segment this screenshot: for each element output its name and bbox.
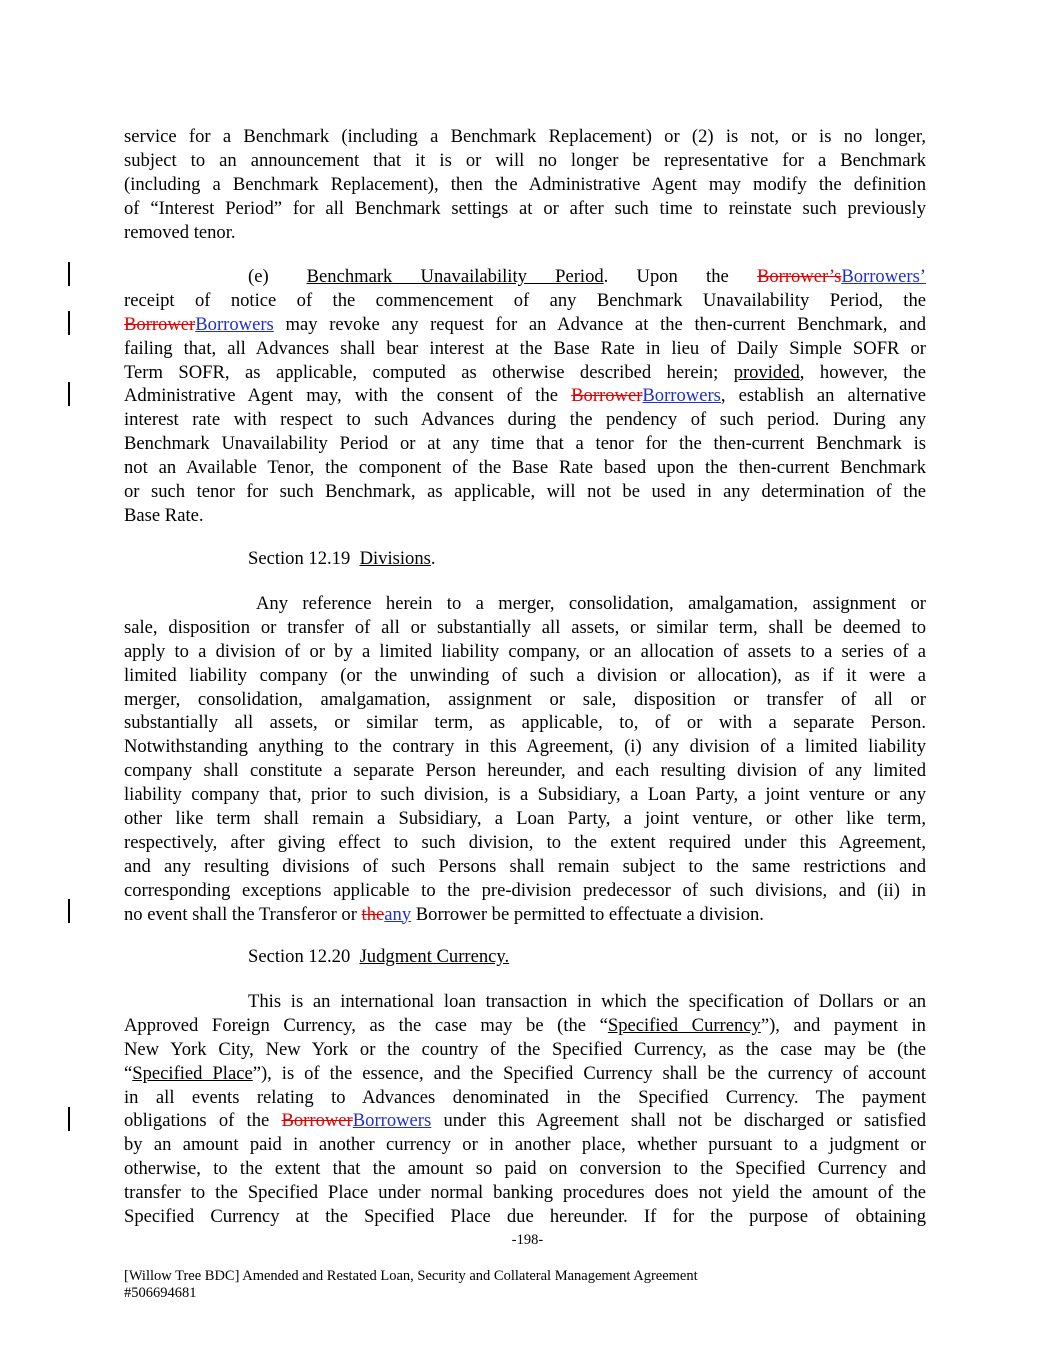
paragraph-benchmark-tenor xyxy=(124,125,926,244)
text-line: other like term shall remain a Subsidiary, a Loan Party, a joint venture, or other like term, xyxy=(124,808,926,830)
text-run: obligations of the xyxy=(124,1110,282,1132)
text-run: . xyxy=(430,548,436,569)
text-line: Specified Currency at the Specified Place due hereunder. If for the purpose of obtaining xyxy=(124,1206,926,1228)
text-line: or such tenor for such Benchmark, as applicable, will not be used in any determination of the xyxy=(124,481,926,503)
text-line: Any reference herein to a merger, consolidation, amalgamation, assignment or xyxy=(256,593,926,614)
text-line xyxy=(124,945,926,969)
paragraph-divisions xyxy=(124,592,926,926)
text-line xyxy=(124,265,926,289)
text-run: Borrower be permitted to effectuate a division. xyxy=(411,903,764,925)
text-line xyxy=(124,384,926,408)
text-line: New York City, New York or the country of the Specified Currency, as the case may be (the xyxy=(124,1038,926,1060)
text-line: respectively, after giving effect to such division, to the extent required under this Agreement, xyxy=(124,831,926,853)
text-line: service for a Benchmark (including a Benchmark Replacement) or (2) is not, or is no longer, xyxy=(124,126,926,147)
text-run: no event shall the Transferor or xyxy=(124,903,362,925)
inserted-text: Borrowers xyxy=(195,313,274,335)
text-line: in all events relating to Advances denominated in the Specified Currency. The payment xyxy=(124,1086,926,1108)
text-line xyxy=(124,1109,926,1133)
text-run: ”), is of the essence, and the Specified Currency shall be the currency of account xyxy=(252,1062,926,1084)
text-line: interest rate with respect to such Advances during the pendency of such period. During any xyxy=(124,409,926,431)
inserted-text: Borrowers xyxy=(352,1110,432,1132)
text-line xyxy=(124,547,926,571)
text-run: Approved Foreign Currency, as the case may be (the “ xyxy=(124,1014,608,1036)
defined-term: Specified Currency xyxy=(607,1014,761,1036)
text-line: limited liability company (or the unwinding of such a division or allocation), as if it were a xyxy=(124,664,926,686)
change-bar xyxy=(68,1107,70,1131)
text-run: may revoke any request for an Advance at the then-current Benchmark, and xyxy=(273,313,926,335)
text-line: removed tenor. xyxy=(124,221,236,243)
text-line: and any resulting divisions of such Persons shall remain subject to the same restrictions and xyxy=(124,855,926,877)
text-line: otherwise, to the extent that the amount so paid on conversion to the Specified Currency and xyxy=(124,1158,926,1180)
defined-term: Specified Place xyxy=(132,1062,253,1084)
text-run: . Upon the xyxy=(603,266,757,287)
text-line: failing that, all Advances shall bear interest at the Base Rate in lieu of Daily Simple SOFR or xyxy=(124,337,926,359)
page-footer xyxy=(124,1268,698,1302)
deleted-text: the xyxy=(361,903,385,925)
text-run: , however, the xyxy=(799,361,926,383)
text-line: Base Rate. xyxy=(124,504,204,526)
footer-title: [Willow Tree BDC] Amended and Restated Loan, Security and Collateral Management Agreement xyxy=(124,1268,698,1284)
text-run: Term SOFR, as applicable, computed as otherwise described herein; xyxy=(124,361,734,383)
text-line: corresponding exceptions applicable to the pre-division predecessor of such divisions, and (ii) in xyxy=(124,879,926,901)
text-line: transfer to the Specified Place under normal banking procedures does not yield the amount of the xyxy=(124,1182,926,1204)
deleted-text: Borrower xyxy=(124,313,196,335)
text-line: merger, consolidation, amalgamation, assignment or sale, disposition or transfer of all or xyxy=(124,688,926,710)
text-line: by an amount paid in another currency or in another place, whether pursuant to a judgment or xyxy=(124,1134,926,1156)
text-run: Administrative Agent may, with the consent of the xyxy=(124,385,572,407)
deleted-text: Borrower xyxy=(281,1110,353,1132)
text-line: (including a Benchmark Replacement), then the Administrative Agent may modify the definition xyxy=(124,173,926,195)
text-run: ”), and payment in xyxy=(760,1014,926,1036)
text-line: This is an international loan transaction in which the specification of Dollars or an xyxy=(248,991,926,1012)
change-bar xyxy=(68,382,70,406)
section-title: Judgment Currency. xyxy=(359,946,510,967)
text-line: subject to an announcement that it is or will no longer be representative for a Benchmark xyxy=(124,149,926,171)
change-bar xyxy=(68,899,70,923)
text-line: sale, disposition or transfer of all or substantially all assets, or similar term, shall be deemed to xyxy=(124,616,926,638)
text-line xyxy=(124,1014,926,1038)
paragraph-judgment-currency xyxy=(124,990,926,1229)
defined-term: provided xyxy=(733,361,800,383)
text-line: Benchmark Unavailability Period or at any time that a tenor for the then-current Benchmark is xyxy=(124,433,926,455)
section-heading-12-19 xyxy=(124,547,926,571)
text-line: substantially all assets, or similar term, as applicable, to, of or with a separate Person. xyxy=(124,712,926,734)
text-line: Notwithstanding anything to the contrary in this Agreement, (i) any division of a limited liability xyxy=(124,736,926,758)
text-line: not an Available Tenor, the component of the Base Rate based upon the then-current Benchmark xyxy=(124,457,926,479)
text-line: receipt of notice of the commencement of any Benchmark Unavailability Period, the xyxy=(124,289,926,311)
section-title: Divisions xyxy=(359,548,431,569)
footer-doc-id: #506694681 xyxy=(124,1285,197,1301)
text-line xyxy=(124,903,926,927)
text-line: company shall constitute a separate Person hereunder, and each resulting division of any limited xyxy=(124,760,926,782)
text-line: liability company that, prior to such division, is a Subsidiary, a Loan Party, a joint venture or any xyxy=(124,784,926,806)
text-line xyxy=(124,313,926,337)
clause-heading: Benchmark Unavailability Period xyxy=(306,266,604,287)
section-heading-12-20 xyxy=(124,945,926,969)
inserted-text: any xyxy=(384,903,412,925)
section-number: Section 12.19 xyxy=(248,548,360,569)
text-run: “ xyxy=(124,1062,133,1084)
clause-label: (e) xyxy=(248,266,269,287)
change-bar xyxy=(68,262,70,286)
deleted-text: Borrower xyxy=(571,385,643,407)
section-number: Section 12.20 xyxy=(248,946,360,967)
text-line xyxy=(124,361,926,385)
inserted-text: Borrowers’ xyxy=(841,266,926,287)
deleted-text: Borrower’s xyxy=(756,266,842,287)
text-run: , establish an alternative xyxy=(720,385,926,407)
text-line: apply to a division of or by a limited liability company, or an allocation of assets to a series of a xyxy=(124,640,926,662)
text-run: under this Agreement shall not be discharged or satisfied xyxy=(431,1110,926,1132)
text-line xyxy=(124,1062,926,1086)
page-number: -198- xyxy=(511,1232,544,1248)
paragraph-benchmark-unavailability xyxy=(124,265,926,528)
inserted-text: Borrowers xyxy=(642,385,721,407)
change-bar xyxy=(68,311,70,335)
text-line: of “Interest Period” for all Benchmark settings at or after such time to reinstate such previously xyxy=(124,197,926,219)
